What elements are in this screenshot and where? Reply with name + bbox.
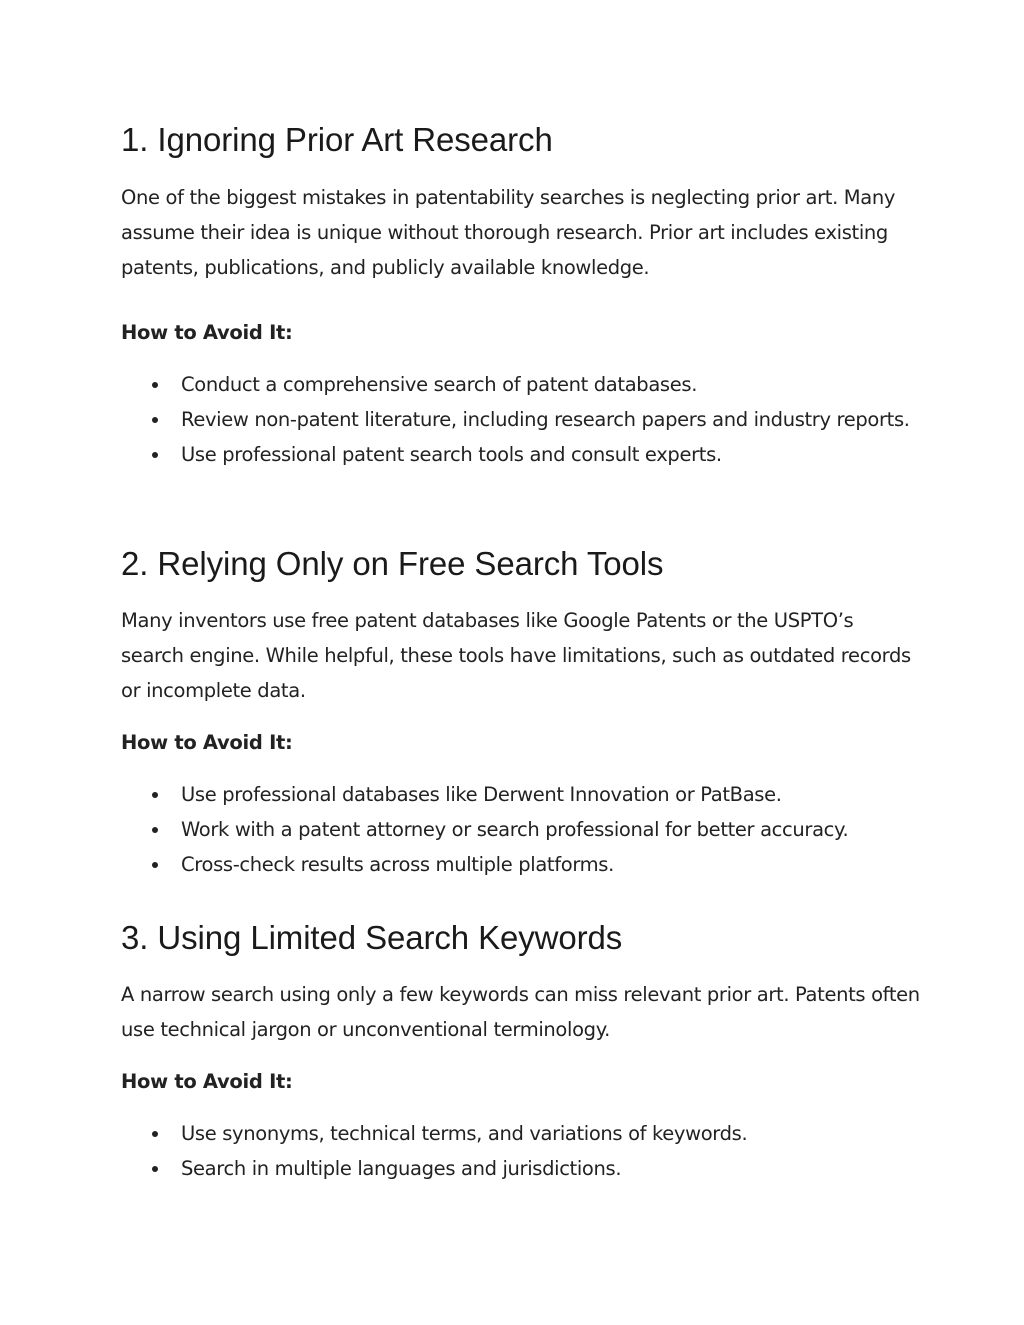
list-item-text: Use synonyms, technical terms, and variations of keywords.: [181, 1122, 748, 1145]
bullet-icon: [152, 417, 158, 423]
section-2-paragraph: Many inventors use free patent databases like Google Patents or the USPTO’s search engine. While helpful, these tools have limitations, such as outdated records or incomplete data.: [121, 609, 911, 702]
list-item: [121, 437, 921, 472]
list-item: [121, 1116, 921, 1151]
bullet-icon: [152, 382, 158, 388]
section-2-avoid-label: How to Avoid It:: [121, 731, 293, 754]
section-1-bullet-list: [121, 367, 921, 472]
section-3-heading: 3. Using Limited Search Keywords: [121, 919, 623, 956]
section-3-avoid-label: How to Avoid It:: [121, 1070, 293, 1093]
list-item: [121, 1151, 921, 1186]
section-2-heading: 2. Relying Only on Free Search Tools: [121, 545, 664, 582]
bullet-icon: [152, 827, 158, 833]
list-item: [121, 402, 921, 437]
bullet-icon: [152, 1166, 158, 1172]
section-3-bullet-list: [121, 1116, 921, 1186]
section-2-bullet-list: [121, 777, 921, 882]
bullet-icon: [152, 792, 158, 798]
list-item: [121, 367, 921, 402]
list-item-text: Use professional patent search tools and consult experts.: [181, 443, 722, 466]
section-1-paragraph: One of the biggest mistakes in patentability searches is neglecting prior art. Many assume their idea is unique without thorough research. Prior art includes existing patents, publications, and publicly available knowledge.: [121, 186, 896, 279]
bullet-icon: [152, 862, 158, 868]
list-item-text: Search in multiple languages and jurisdictions.: [181, 1157, 622, 1180]
section-1-heading: 1. Ignoring Prior Art Research: [121, 121, 553, 158]
list-item: [121, 812, 921, 847]
section-3-paragraph: A narrow search using only a few keywords can miss relevant prior art. Patents often use technical jargon or unconventional terminology.: [121, 983, 920, 1041]
bullet-icon: [152, 452, 158, 458]
list-item-text: Use professional databases like Derwent Innovation or PatBase.: [181, 783, 782, 806]
list-item-text: Conduct a comprehensive search of patent databases.: [181, 373, 698, 396]
bullet-icon: [152, 1131, 158, 1137]
section-1-avoid-label: How to Avoid It:: [121, 321, 293, 344]
list-item: [121, 777, 921, 812]
list-item-text: Cross-check results across multiple platforms.: [181, 853, 614, 876]
list-item: [121, 847, 921, 882]
list-item-text: Work with a patent attorney or search professional for better accuracy.: [181, 818, 849, 841]
list-item-text: Review non-patent literature, including research papers and industry reports.: [181, 408, 910, 431]
